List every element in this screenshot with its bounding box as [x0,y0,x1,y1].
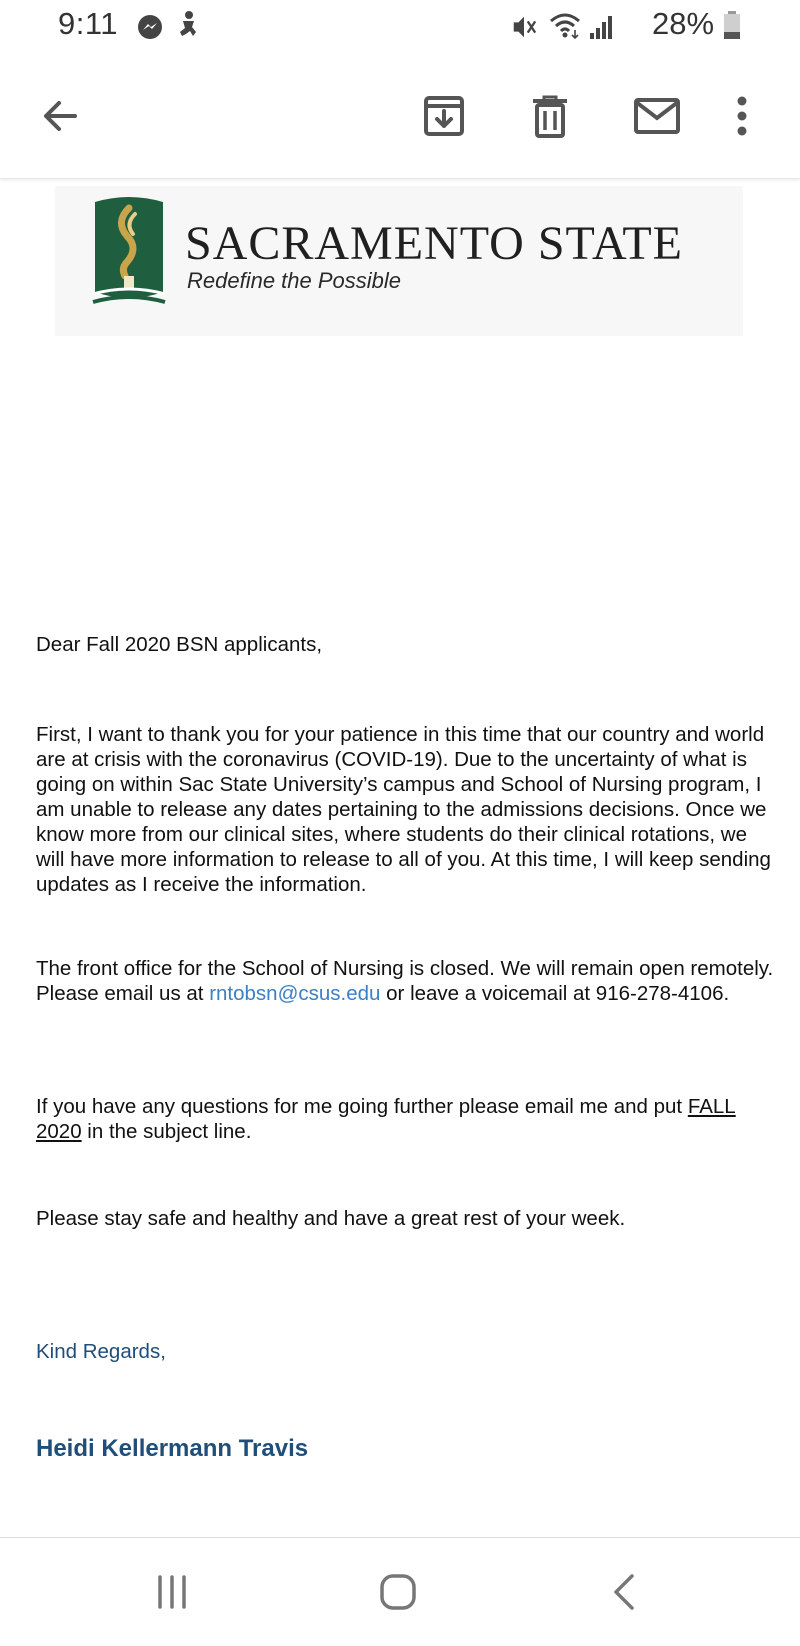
email-paragraph-closing: Please stay safe and healthy and have a great rest of your week. [36,1207,626,1230]
archive-button[interactable] [414,86,474,146]
more-options-icon [735,96,749,136]
office-text-start: The front office for the School of Nursing is closed. We will remain open remotely. Please email us at [36,957,774,1005]
system-navigation-bar [0,1537,800,1646]
questions-text-start: If you have any questions for me going further please email me and put [36,1095,688,1118]
questions-text-end: in the subject line. [81,1120,252,1143]
battery-icon [722,10,742,40]
recent-apps-icon [152,1574,192,1610]
battery-percentage: 28% [652,6,715,41]
back-button[interactable] [30,86,90,146]
archive-icon [422,94,466,138]
brand-name: SACRAMENTO STATE [185,217,683,270]
subject-emphasis: FALL 2020 [36,1095,736,1143]
back-arrow-icon [39,95,81,137]
wifi-icon [548,10,582,40]
mark-unread-button[interactable] [627,86,687,146]
back-nav-button[interactable] [592,1560,656,1624]
email-paragraph-covid: First, I want to thank you for your patience in this time that our country and world are at crisis with the coronavirus (COVID-19). Due to the uncertainty of what is going on within Sac State University’s campus and School of Nursing program, I am unable to release any dates pertaining to the admissions decisions. Once we know more from our clinical sites, where students do their clinical rotations, we will have more information to release to all of you. At this time, I will keep sending updates as I receive the information. [36,723,771,896]
brand-tagline: Redefine the Possible [187,268,402,293]
delete-button[interactable] [520,86,580,146]
home-icon [378,1572,418,1612]
status-time: 9:11 [58,6,119,41]
mark-unread-icon [633,96,681,136]
email-closing: Kind Regards, [36,1340,166,1363]
email-paragraph-office [36,956,776,1006]
status-bar [0,0,800,58]
accessibility-icon [174,10,202,40]
home-button[interactable] [366,1560,430,1624]
back-nav-icon [608,1572,640,1612]
delete-icon [530,94,570,138]
email-toolbar [0,58,800,179]
sacramento-state-banner [55,186,743,336]
sac-state-logo-icon [91,192,167,310]
email-greeting: Dear Fall 2020 BSN applicants, [36,633,323,656]
more-options-button[interactable] [720,86,764,146]
email-signature-name: Heidi Kellermann Travis [36,1435,309,1462]
email-link[interactable]: rntobsn@csus.edu [209,982,381,1005]
messenger-icon [136,12,164,42]
email-body [0,180,800,1537]
email-paragraph-questions [36,1094,776,1144]
office-text-end: or leave a voicemail at 916-278-4106. [380,982,730,1005]
signal-icon [588,12,616,42]
recent-apps-button[interactable] [140,1560,204,1624]
vibrate-mute-icon [510,12,538,42]
